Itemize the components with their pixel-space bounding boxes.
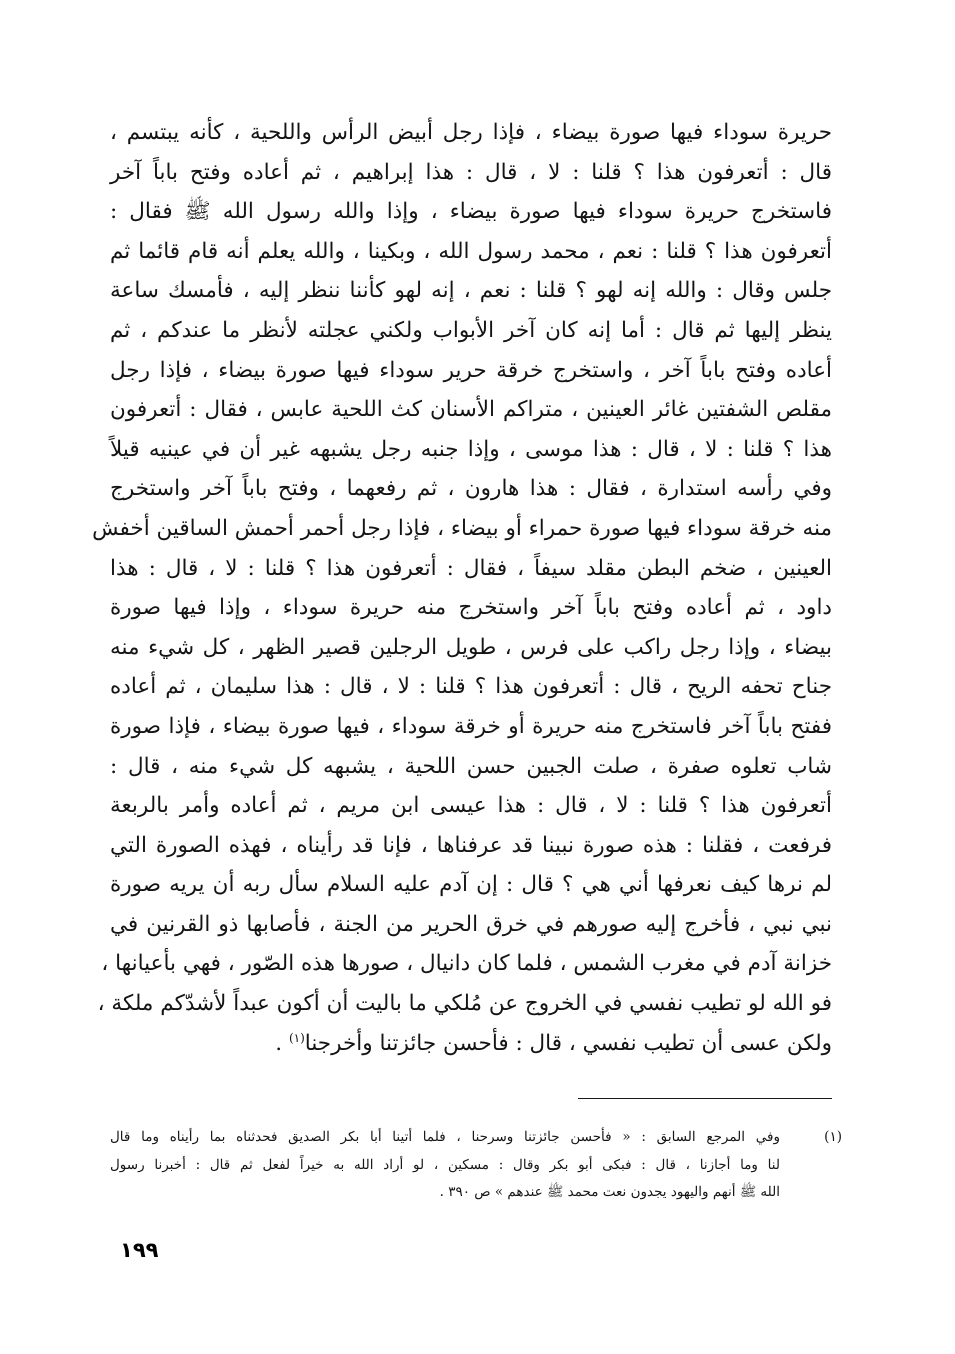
last-line-text: ولكن عسى أن تطيب نفسي ، قال : فأحسن جائزتنا وأخرجنا xyxy=(304,1030,832,1056)
text-line: أعاده وفتح باباً آخر ، واستخرج خرقة حرير سوداء فيها صورة بيضاء ، فإذا رجل xyxy=(110,357,832,383)
footnote-line-last: الله ﷺ أنهم واليهود يجدون نعت محمد ﷺ عندهم » ص ٣٩٠ . xyxy=(439,1184,780,1200)
text-line: مقلص الشفتين غائر العينين ، متراكم الأسنان كث اللحية عابس ، فقال : أتعرفون xyxy=(110,397,832,423)
footnote-reference[interactable]: (١) xyxy=(288,1030,305,1045)
last-line-end: . xyxy=(275,1030,289,1056)
text-line: وفي رأسه استدارة ، فقال : هذا هارون ، ثم رفعهما ، وفتح باباً آخر واستخرج xyxy=(110,476,832,502)
text-line: جناح تحفه الريح ، قال : أتعرفون هذا ؟ قلنا : لا ، قال : هذا سليمان ، ثم أعاده xyxy=(110,674,832,700)
text-line: هذا ؟ قلنا : لا ، قال : هذا موسى ، وإذا جنبه رجل يشبهه غير أن في عينيه قيلاً xyxy=(110,436,832,462)
text-line-last xyxy=(110,1024,832,1064)
footnote-line: لنا وما أجازنا ، قال : فبكى أبو بكر وقال : مسكين ، لو أراد الله به خيراً لفعل ثم قال : أخبرنا رسول xyxy=(110,1156,780,1173)
text-line: فو الله لو تطيب نفسي في الخروج عن مُلكي ما باليت أن أكون عبداً لأشدّكم ملكة ، xyxy=(97,991,832,1017)
text-line: أتعرفون هذا ؟ قلنا : نعم ، محمد رسول الله ، وبكينا ، والله يعلم أنه قام قائما ثم xyxy=(110,238,832,264)
text-line: داود ، ثم أعاده وفتح باباً آخر واستخرج منه حريرة سوداء ، وإذا فيها صورة xyxy=(110,595,832,621)
text-line: لم نرها كيف نعرفها أني هي ؟ قال : إن آدم عليه السلام سأل ربه أن يريه صورة xyxy=(110,872,832,898)
footnote-line: وفي المرجع السابق : « فأحسن جائزتنا وسرحنا ، فلما أتينا أبا بكر الصديق فحدثناه بما رأيناه وما قال xyxy=(110,1129,780,1145)
footnote xyxy=(110,1124,842,1207)
text-line: العينين ، ضخم البطن مقلد سيفاً ، فقال : أتعرفون هذا ؟ قلنا : لا ، قال : هذا xyxy=(110,555,832,581)
text-line: فاستخرج حريرة سوداء فيها صورة بيضاء ، وإذا والله رسول الله ﷺ فقال : xyxy=(110,199,832,225)
text-line: منه خرقة سوداء فيها صورة حمراء أو بيضاء ، فإذا رجل أحمر أحمش الساقين أخفش xyxy=(92,515,832,541)
main-text-body xyxy=(92,113,832,1063)
footnote-number: (١) xyxy=(824,1129,842,1145)
text-line: نبي نبي ، فأخرج إليه صورهم في خرق الحرير من الجنة ، فأصابها ذو القرنين في xyxy=(110,911,832,937)
footnote-body xyxy=(110,1124,780,1207)
text-line: فرفعت ، فقلنا : هذه صورة نبينا قد عرفناها ، فإنا قد رأيناه ، فهذه الصورة التي xyxy=(110,832,832,858)
text-line: ينظر إليها ثم قال : أما إنه كان آخر الأبواب ولكني عجلته لأنظر ما عندكم ، ثم xyxy=(110,317,832,343)
text-line: خزانة آدم في مغرب الشمس ، فلما كان دانيال ، صورها هذه الصّور ، فهي بأعيانها ، xyxy=(101,951,832,977)
text-line: بيضاء ، وإذا رجل راكب على فرس ، طويل الرجلين قصير الظهر ، كل شيء منه xyxy=(110,634,832,660)
text-line: حريرة سوداء فيها صورة بيضاء ، فإذا رجل أبيض الرأس واللحية ، كأنه يبتسم ، xyxy=(110,120,832,145)
text-line: ففتح باباً آخر فاستخرج منه حريرة أو خرقة سوداء ، فيها صورة بيضاء ، فإذا صورة xyxy=(110,713,832,739)
footnote-divider xyxy=(578,1098,832,1099)
page-number: ١٩٩ xyxy=(120,1238,159,1262)
text-line: شاب تعلوه صفرة ، صلت الجبين حسن اللحية ، يشبهه كل شيء منه ، قال : xyxy=(110,753,832,779)
text-line: أتعرفون هذا ؟ قلنا : لا ، قال : هذا عيسى ابن مريم ، ثم أعاده وأمر بالربعة xyxy=(110,793,832,819)
text-line: قال : أتعرفون هذا ؟ قلنا : لا ، قال : هذا إبراهيم ، ثم أعاده وفتح باباً آخر xyxy=(110,159,832,185)
text-line: جلس وقال : والله إنه لهو ؟ قلنا : نعم ، إنه لهو كأننا ننظر إليه ، فأمسك ساعة xyxy=(110,278,832,304)
